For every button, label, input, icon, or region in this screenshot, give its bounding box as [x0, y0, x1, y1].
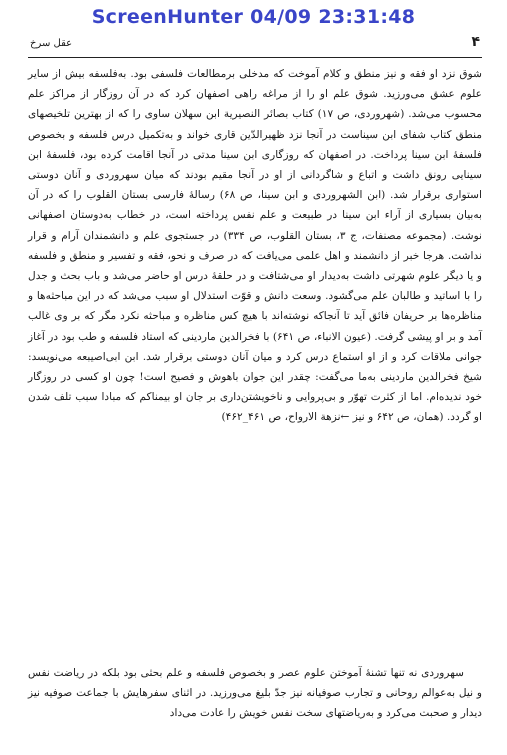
running-title: عقل سرخ — [30, 38, 73, 49]
screenhunter-watermark: ScreenHunter 04/09 23:31:48 — [91, 6, 416, 28]
page-number: ۴ — [471, 34, 480, 50]
body-paragraph-1: شوق نزد او فقه و نیز منطق و کلام آموخت که مدخلی برمطالعات فلسفی بود. به‌فلسفه بیش از سایر علوم عشق می‌ورزید. شوق علم او را از مراغه راهی اصفهان کرد که در آن روزگار از مراکز علم محسوب می‌شد. (شهروردی، ص ۱۷) کتاب بصائر النصیریة ابن سهلان ساوی را که از بهترین تلخیصهای منطق کتاب شفای ابن سیناست در آنجا نزد ظهیرالدّین قاری خواند و به‌تکمیل درس فلسفه و بخصوص فلسفهٔ ابن سینا پرداخت. در اصفهان که روزگاری ابن سینا مدتی در آنجا اقامت کرده بود، فلسفهٔ ابن سینایی رونق داشت و اتباع و شاگردانی از او در آنجا مقیم بودند که میان سهروردی و آنان دوستی استواری برقرار شد. (ابن الشهروردی و ابن سینا، ص ۶۸) رسالهٔ فارسی بستان القلوب را که در آن به‌بیان بسیاری از آراء ابن سینا در طبیعت و علم نفس پرداخته است، در خطاب به‌دوستان اصفهانی نوشت. (مجموعه مصنفات، ج ۳، بستان القلوب، ص ۳۳۴) در جستجوی علم و دانشمندان آرام و قرار نداشت. هرجا خبر از دانشمند و اهل علمی می‌یافت که در صرف و نحو، فقه و تفسیر و منطق و فلسفه و یا دیگر علوم شهرتی داشت به‌دیدار او می‌شتافت و در حلقهٔ درس او حاضر می‌شد و باب بحث و جدل را با اساتید و طالبان علم می‌گشود. وسعت دانش و قوّت استدلال او سبب می‌شد که در این مباحثه‌ها و مناظره‌ها بر حریفان فائق آید تا آنجاکه نوشته‌اند با هیچ کس مناظره و مباحثه نکرد مگر که بر وی غالب آمد و بر او پیشی گرفت. (عیون الانباء، ص ۶۴۱) با فخرالدین ماردینی که استاد فلسفه و طب بود در آغاز جوانی ملاقات کرد و از او استماع درس کرد و میان آنان دوستی برقرار شد. ابن ابی‌اصیبعه می‌نویسد: شیخ فخرالدین ماردینی به‌ما می‌گفت: چقدر این جوان باهوش و فصیح است! چون او کسی در روزگار خود ندیده‌ام. اما از کثرت تهوّر و بی‌پروایی و ناخویشتن‌داری بر جان او بیمناکم که مبادا سبب تلف شدن او گردد. (همان، ص ۶۴۲ و نیز ←نزهة الارواح، ص ۴۶۱_۴۶۲) — [28, 68, 483, 424]
page-header — [28, 34, 480, 54]
body-paragraph-2: سهروردی نه تنها تشنهٔ آموختن علوم عصر و بخصوص فلسفه و علم بحثی بود بلکه در ریاضت نفس و نیل به‌عوالم روحانی و تجارب صوفیانه نیز جدّ بلیغ می‌ورزید. در اثنای سفرهایش با جماعت صوفیه نیز دیدار و صحبت می‌کرد و به‌ریاضتهای سخت نفس خویش را عادت می‌داد — [28, 667, 482, 720]
header-rule — [28, 57, 482, 58]
